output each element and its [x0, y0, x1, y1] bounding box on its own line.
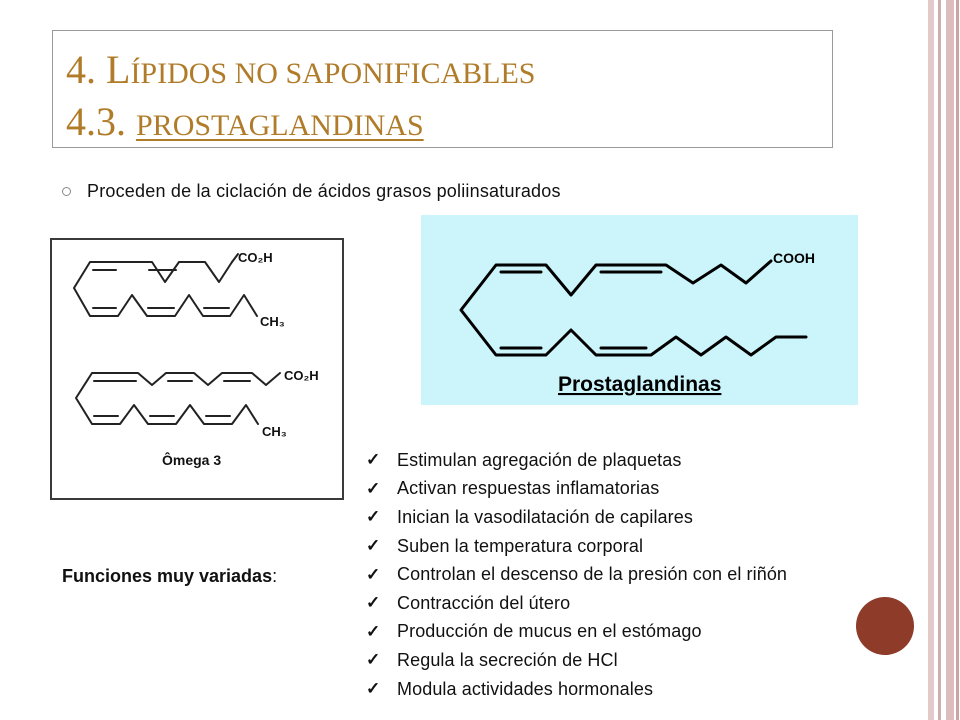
checkmark-icon: ✓	[366, 564, 381, 584]
list-item-text: Regula la secreción de HCl	[397, 649, 618, 670]
decorative-circle	[856, 597, 914, 655]
omega-bottom-methyl-label: CH₃	[262, 424, 287, 439]
checkmark-icon: ✓	[366, 679, 381, 699]
checkmark-icon: ✓	[366, 593, 381, 613]
list-item-text: Contracción del útero	[397, 592, 571, 613]
omega-top-acid-label: CO₂H	[238, 250, 273, 265]
intro-bullet-text: Proceden de la ciclación de ácidos grasos poliinsaturados	[87, 181, 561, 201]
omega-top-methyl-label: CH₃	[260, 314, 285, 329]
prostaglandin-structure-diagram	[421, 215, 858, 405]
list-item-text: Producción de mucus en el estómago	[397, 621, 702, 642]
omega3-figure	[50, 238, 344, 500]
list-item	[366, 532, 787, 561]
side-stripes	[920, 0, 960, 720]
list-item	[366, 560, 787, 589]
title-line-2	[66, 99, 424, 146]
checkmark-icon: ✓	[366, 507, 381, 527]
prosta-acid-label: COOH	[773, 250, 815, 266]
checkmark-icon: ✓	[366, 478, 381, 498]
title-box	[52, 30, 833, 148]
list-item-text: Modula actividades hormonales	[397, 678, 654, 699]
title-link-prostaglandinas[interactable]: PROSTAGLANDINAS	[136, 109, 424, 142]
functions-list	[366, 446, 787, 703]
intro-bullet	[62, 181, 561, 202]
functions-label-text: Funciones muy variadas	[62, 566, 273, 586]
list-item	[366, 618, 787, 647]
omega-bottom-acid-label: CO₂H	[284, 368, 319, 383]
list-item-text: Suben la temperatura corporal	[397, 535, 644, 556]
list-item	[366, 646, 787, 675]
functions-label	[62, 566, 277, 587]
list-item	[366, 446, 787, 475]
title-line-1-rest: ÍPIDOS NO SAPONIFICABLES	[130, 57, 536, 90]
functions-label-colon: :	[272, 566, 278, 586]
checkmark-icon: ✓	[366, 621, 381, 641]
prosta-caption: Prostaglandinas	[558, 373, 722, 396]
list-item	[366, 503, 787, 532]
list-item	[366, 675, 787, 704]
list-item	[366, 589, 787, 618]
list-item-text: Inician la vasodilatación de capilares	[397, 506, 693, 527]
list-item	[366, 475, 787, 504]
title-line-1-prefix: 4. L	[66, 47, 131, 92]
omega3-structure-diagram	[52, 240, 342, 498]
hollow-bullet-icon	[62, 187, 71, 196]
checkmark-icon: ✓	[366, 450, 381, 470]
title-line-1	[66, 47, 536, 94]
list-item-text: Activan respuestas inflamatorias	[397, 478, 660, 499]
checkmark-icon: ✓	[366, 650, 381, 670]
list-item-text: Controlan el descenso de la presión con el riñón	[397, 564, 788, 585]
title-line-2-prefix: 4.3.	[66, 99, 136, 144]
omega-caption: Ômega 3	[162, 452, 222, 468]
list-item-text: Estimulan agregación de plaquetas	[397, 449, 682, 470]
checkmark-icon: ✓	[366, 536, 381, 556]
prostaglandin-figure	[421, 215, 858, 405]
